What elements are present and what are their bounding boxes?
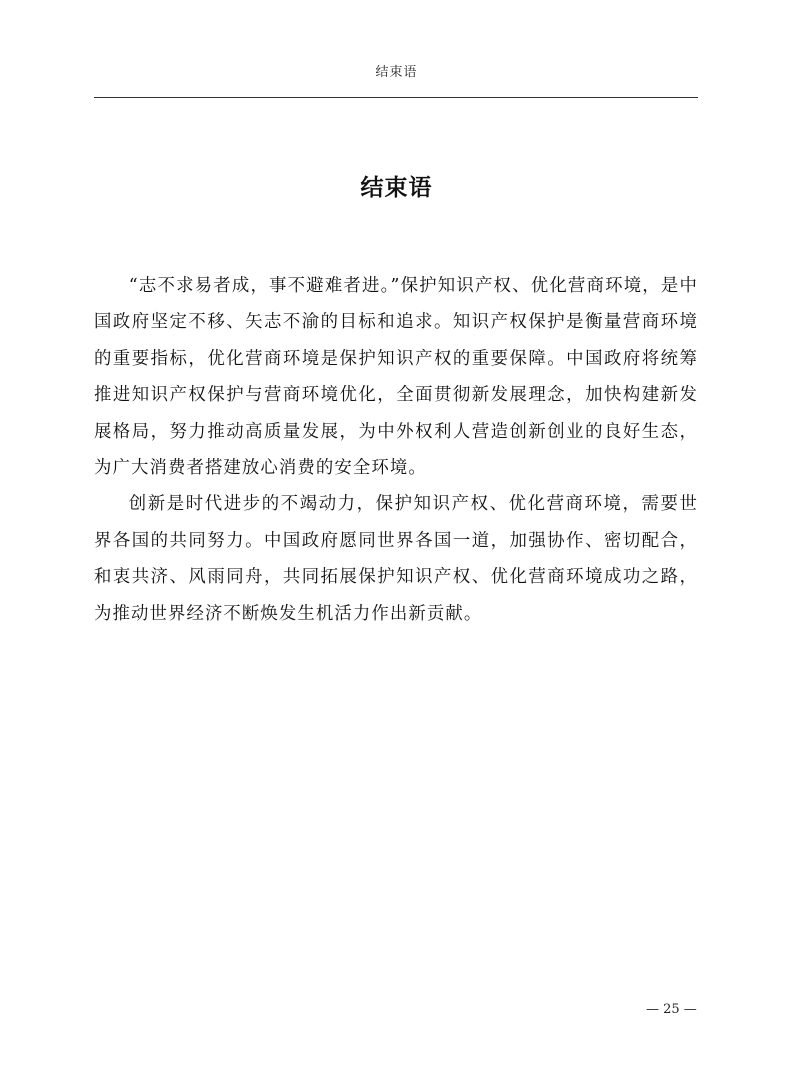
paragraph-1: “志不求易者成，事不避难者进。”保护知识产权、优化营商环境，是中国政府坚定不移、矢志不渝的目标和追求。知识产权保护是衡量营商环境的重要指标，优化营商环境是保护知识产权的重要保障。中国政府将统筹推进知识产权保护与营商环境优化，全面贯彻新发展理念，加快构建新发展格局，努力推动高质量发展，为中外权利人营造创新创业的良好生态，为广大消费者搭建放心消费的安全环境。: [94, 276, 698, 479]
paragraph-2: 创新是时代进步的不竭动力，保护知识产权、优化营商环境，需要世界各国的共同努力。中国政府愿同世界各国一道，加强协作、密切配合，和衷共济、风雨同舟，共同拓展保护知识产权、优化营商环境成功之路，为推动世界经济不断焕发生机活力作出新贡献。: [94, 494, 698, 624]
header-divider: [94, 97, 698, 98]
running-header: 结束语: [375, 65, 418, 80]
page-title: 结束语: [360, 175, 433, 201]
body-text: [94, 268, 698, 632]
page-number: — 25 —: [646, 1002, 697, 1017]
